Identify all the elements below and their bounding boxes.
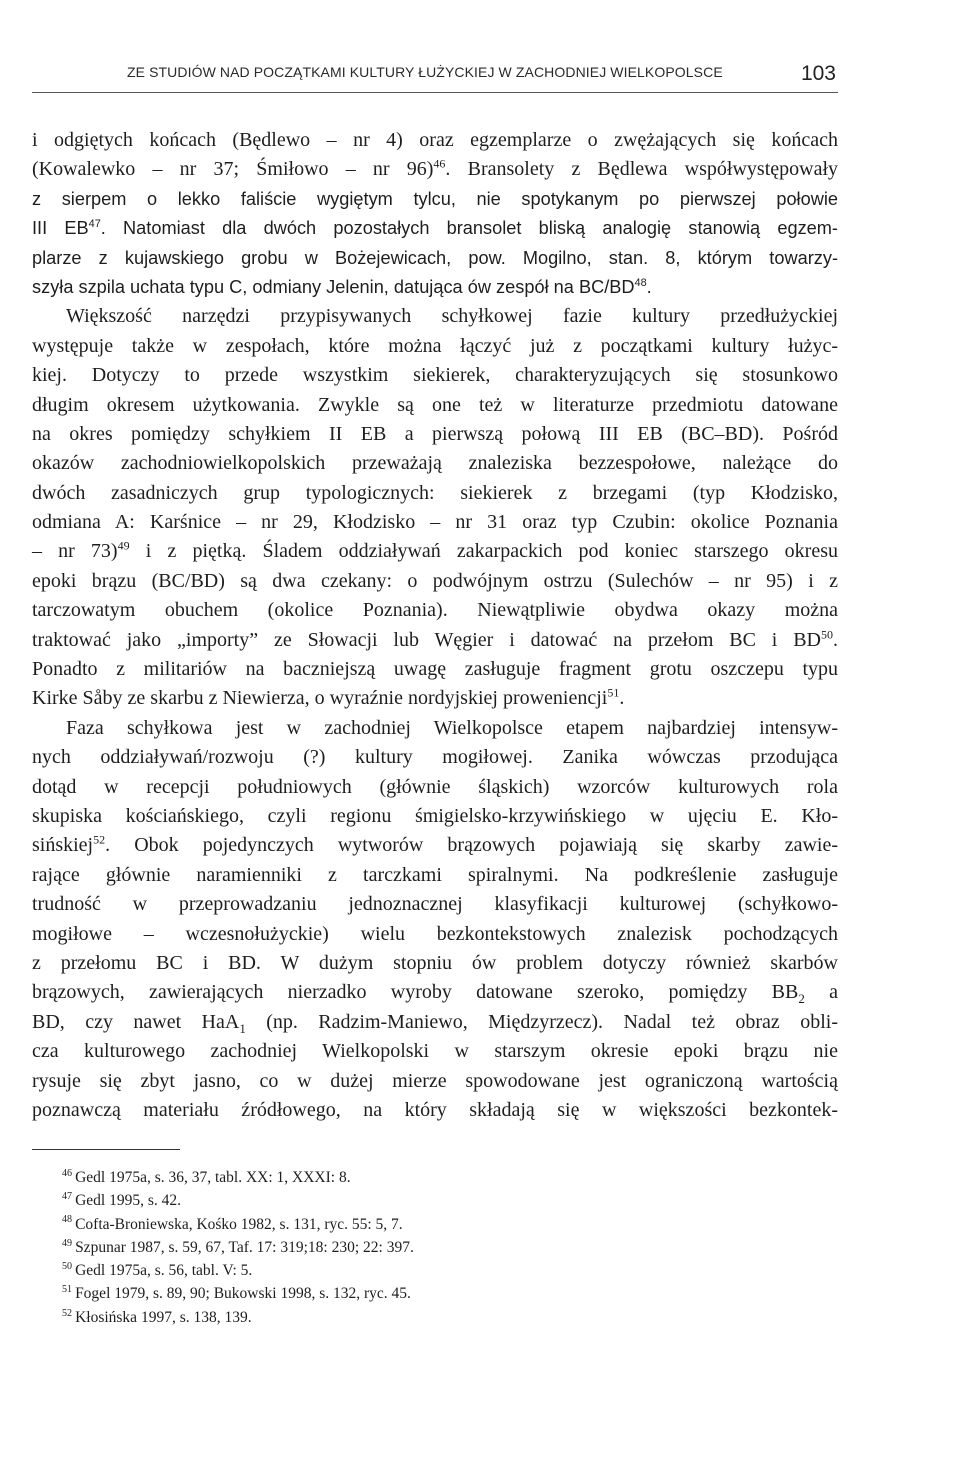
text-line: szyła szpila uchata typu C, odmiany Jelenin, datująca ów zespół na BC/BD$^{48}$. <box>32 276 652 297</box>
text-line: rysuje się zbyt jasno, co w dużej mierze spowodowane jest ograniczoną wartością <box>32 1069 838 1092</box>
footnote-ref: 49 <box>117 538 130 553</box>
text-line: trudność w przeprowadzaniu jednoznacznej klasyfikacji kulturowej (schyłkowo- <box>32 893 838 916</box>
footnote <box>62 1282 762 1305</box>
footnote-ref: 52 <box>93 832 106 847</box>
footnote-number: 47 <box>62 1191 73 1203</box>
body-text <box>32 126 838 1125</box>
footnote-number: 51 <box>62 1284 73 1296</box>
footnote-divider <box>32 1149 180 1150</box>
footnote-text: Szpunar 1987, s. 59, 67, Taf. 17: 319;18: 230; 22: 397. <box>75 1238 414 1256</box>
footnote-ref: 48 <box>634 276 647 289</box>
footnote-text: Gedl 1975a, s. 56, tabl. V: 5. <box>75 1262 253 1280</box>
text-line: długim okresem użytkowania. Zwykle są one też w literaturze przedmiotu datowane <box>32 393 838 416</box>
footnote-text: Kłosińska 1997, s. 138, 139. <box>75 1308 252 1326</box>
footnote <box>62 1259 762 1282</box>
footnotes <box>62 1166 762 1329</box>
text-line: z przełomu BC i BD. W dużym stopniu ów problem dotyczy również skarbów <box>32 951 838 974</box>
running-header <box>32 50 838 93</box>
footnote-text: Cofta-Broniewska, Kośko 1982, s. 131, ryc. 55: 5, 7. <box>75 1215 403 1233</box>
footnote-ref: 51 <box>607 685 620 700</box>
footnote-ref: 47 <box>88 218 101 231</box>
page-number: 103 <box>800 62 836 85</box>
text-line: (Kowalewko – nr 37; Śmiłowo – nr 96)$^{46}$. Bransolety z Będlewa współwystępowały <box>32 156 839 181</box>
footnote-number: 49 <box>62 1237 73 1249</box>
text-line: występuje także w zespołach, które można łączyć już z początkami kultury łużyc- <box>32 334 838 357</box>
footnote-ref: 50 <box>821 626 833 641</box>
text-line: traktować jako „importy” ze Słowacji lub Węgier i datować na przełom BC i BD$^{50}$. <box>32 626 838 651</box>
text-line: tarczowatym obuchem (okolice Poznania). Niewątpliwie obydwa okazy można <box>32 599 838 622</box>
running-title: ZE STUDIÓW NAD POCZĄTKAMI KULTURY ŁUŻYCKIEJ W ZACHODNIEJ WIELKOPOLSCE <box>127 64 723 80</box>
text-line: sińskiej$^{52}$. Obok pojedynczych wytworów brązowych pojawiają się skarby zawie- <box>32 832 838 857</box>
footnote <box>62 1213 762 1236</box>
text-line: Ponadto z militariów na baczniejszą uwagę zasługuje fragment grotu oszczepu typu <box>32 658 838 681</box>
footnote-text: Fogel 1979, s. 89, 90; Bukowski 1998, s. 132, ryc. 45. <box>75 1285 411 1303</box>
text-line: cza kulturowego zachodniej Wielkopolski w starszym okresie epoki brązu nie <box>32 1040 838 1063</box>
text-line: Faza schyłkowa jest w zachodniej Wielkopolsce etapem najbardziej intensyw- <box>66 716 838 739</box>
footnote <box>62 1236 762 1259</box>
footnote-number: 46 <box>62 1167 73 1179</box>
text-line: z sierpem o lekko faliście wygiętym tylcu, nie spotykanym po pierwszej połowie <box>32 188 838 209</box>
text-line: III EB$^{47}$. Natomiast dla dwóch pozostałych bransolet bliską analogię stanowią egzem- <box>32 218 838 239</box>
text-line: dwóch zasadniczych grup typologicznych: siekierek z brzegami (typ Kłodzisko, <box>32 481 838 504</box>
text-line: Kirke Såby ze skarbu z Niewierza, o wyraźnie nordyjskiej proweniencji$^{51}$. <box>32 685 625 710</box>
text-line: epoki brązu (BC/BD) są dwa czekany: o podwójnym ostrzu (Sulechów – nr 95) i z <box>32 569 838 592</box>
footnote-number: 48 <box>62 1214 73 1226</box>
footnote-ref: 46 <box>433 156 446 171</box>
footnote <box>62 1166 762 1189</box>
footnote-number: 50 <box>62 1261 73 1273</box>
footnote <box>62 1189 762 1212</box>
footnote-text: Gedl 1995, s. 42. <box>75 1192 181 1210</box>
text-line: na okres pomiędzy schyłkiem II EB a pierwszą połową III EB (BC–BD). Pośród <box>32 422 838 445</box>
footnote-number: 52 <box>62 1307 73 1319</box>
text-line: rające głównie naramienniki z tarczkami spiralnymi. Na podkreślenie zasługuje <box>32 863 838 886</box>
footnote-text: Gedl 1975a, s. 36, 37, tabl. XX: 1, XXXI: 8. <box>75 1169 351 1186</box>
text-line: dotąd w recepcji południowych (głównie śląskich) wzorców kulturowych rola <box>32 775 838 798</box>
text-line: kiej. Dotyczy to przede wszystkim siekierek, charakteryzujących się stosunkowo <box>32 364 838 387</box>
text-line: BD, czy nawet HaA$_1$ (np. Radzim-Maniewo, Międzyrzecz). Nadal też obraz obli- <box>32 1010 838 1036</box>
text-line: okazów zachodniowielkopolskich przeważają znaleziska bezzespołowe, należące do <box>32 452 838 475</box>
text-line: mogiłowe – wczesnołużyckie) wielu bezkontekstowych znalezisk pochodzących <box>32 922 838 945</box>
text-line: poznawczą materiału źródłowego, na który składają się w większości bezkontek- <box>32 1098 838 1121</box>
text-line: Większość narzędzi przypisywanych schyłkowej fazie kultury przedłużyckiej <box>66 305 838 328</box>
footnote <box>62 1306 762 1329</box>
text-line: skupiska kościańskiego, czyli regionu śmigielsko-krzywińskiego w ujęciu E. Kło- <box>32 804 838 827</box>
text-line: – nr 73)$^{49}$ i z piętką. Śladem oddziaływań zakarpackich pod koniec starszego okresu <box>32 538 838 563</box>
text-line: brązowych, zawierających nierzadko wyroby datowane szeroko, pomiędzy $BB_2$ a <box>32 981 838 1007</box>
text-line: odmiana A: Karśnice – nr 29, Kłodzisko – nr 31 oraz typ Czubin: okolice Poznania <box>32 511 838 534</box>
text-line: nych oddziaływań/rozwoju (?) kultury mogiłowej. Zanika wówczas przodująca <box>32 746 838 769</box>
text-line: plarze z kujawskiego grobu w Bożejewicach, pow. Mogilno, stan. 8, którym towarzy- <box>32 247 838 268</box>
text-line: i odgiętych końcach (Będlewo – nr 4) oraz egzemplarze o zwężających się końcach <box>32 129 838 151</box>
subscript: 2 <box>798 991 805 1007</box>
subscript: 1 <box>239 1020 246 1036</box>
